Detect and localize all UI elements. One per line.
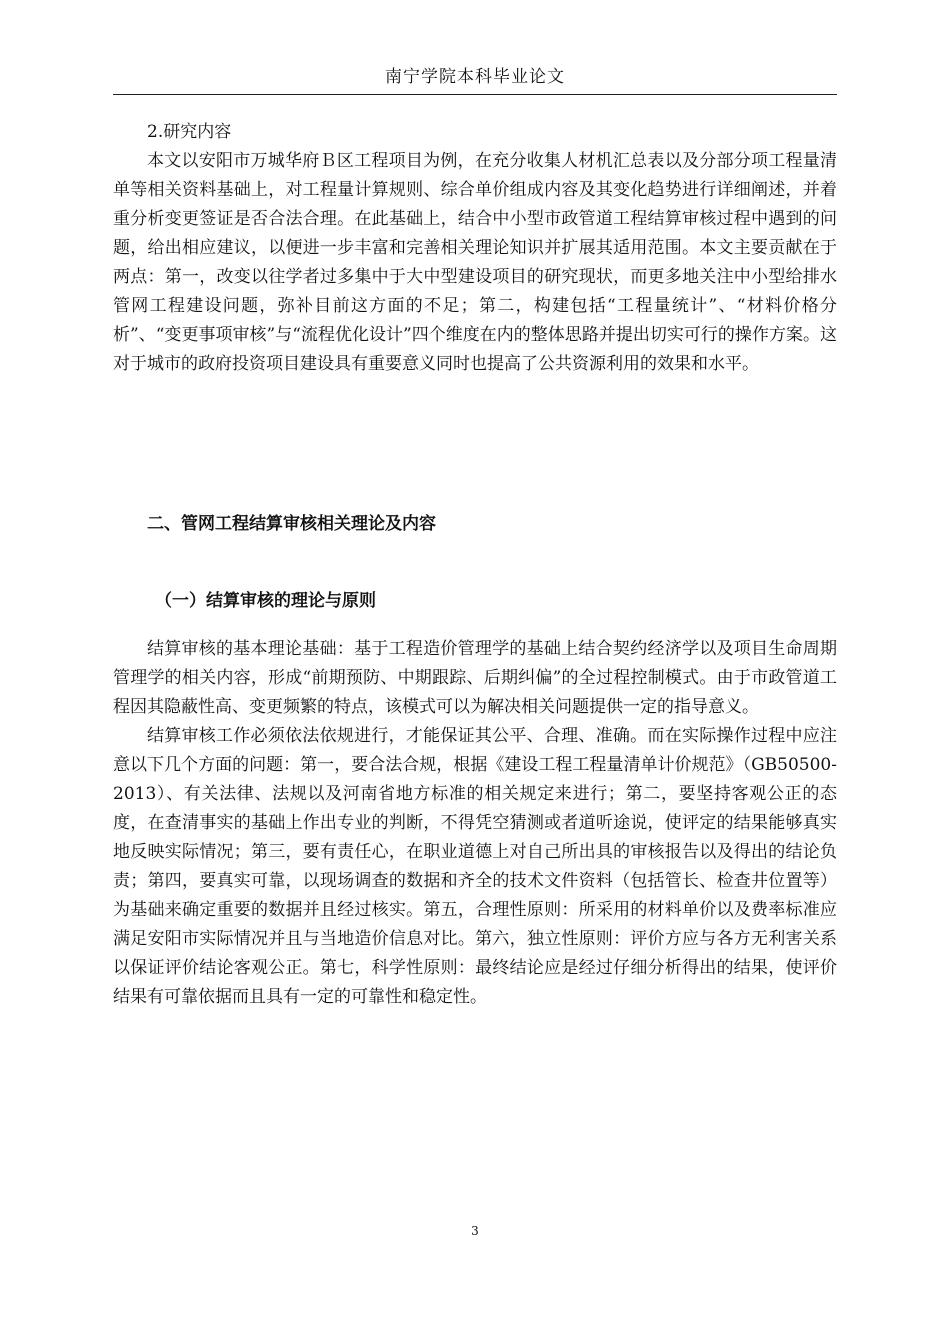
principles-paragraph: 结算审核工作必须依法依规进行，才能保证其公平、合理、准确。而在实际操作过程中应注意以下几个方面的问题：第一，要合法合规，根据《建设工程工程量清单计价规范》（GB50500-2013）、有关法律、法规以及河南省地方标准的相关规定来进行；第二，要坚持客观公正的态度，在查清事实的基础上作出专业的判断，不得凭空猜测或者道听途说，使评定的结果能够真实地反映实际情况；第三，要有责任心，在职业道德上对自己所出具的审核报告以及得出的结论负责；第四，要真实可靠，以现场调查的数据和齐全的技术文件资料（包括管长、检查井位置等）为基础来确定重要的数据并且经过核实。第五，合理性原则：所采用的材料单价以及费率标准应满足安阳市实际情况并且与当地造价信息对比。第六，独立性原则：评价方应与各方无利害关系以保证评价结论客观公正。第七，科学性原则：最终结论应是经过仔细分析得出的结果，使评价结果有可靠依据而且具有一定的可靠性和稳定性。	[113, 726, 837, 1007]
page-header-title: 南宁学院本科毕业论文	[385, 67, 565, 87]
theory-paragraph: 结算审核的基本理论基础：基于工程造价管理学的基础上结合契约经济学以及项目生命周期管理学的相关内容，形成“前期预防、中期跟踪、后期纠偏”的全过程控制模式。由于市政管道工程因其隐蔽性高、变更频繁的特点，该模式可以为解决相关问题提供一定的指导意义。	[113, 639, 837, 717]
section-heading: （一）结算审核的理论与原则	[155, 591, 376, 611]
header-divider	[113, 94, 837, 95]
research-content-paragraph: 本文以安阳市万城华府Ｂ区工程项目为例，在充分收集人材机汇总表以及分部分项工程量清单等相关资料基础上，对工程量计算规则、综合单价组成内容及其变化趋势进行详细阐述，并着重分析变更签证是否合法合理。在此基础上，结合中小型市政管道工程结算审核过程中遇到的问题，给出相应建议，以便进一步丰富和完善相关理论知识并扩展其适用范围。本文主要贡献在于两点：第一，改变以往学者过多集中于大中型建设项目的研究现状，而更多地关注中小型给排水管网工程建设问题，弥补目前这方面的不足；第二，构建包括“工程量统计”、“材料价格分析”、“变更事项审核”与“流程优化设计”四个维度在内的整体思路并提出切实可行的操作方案。这对于城市的政府投资项目建设具有重要意义同时也提高了公共资源利用的效果和水平。	[113, 151, 837, 374]
theory-section-body	[113, 635, 837, 1012]
page-number: 3	[471, 1224, 479, 1238]
research-content-body	[113, 147, 837, 379]
chapter-heading: 二、管网工程结算审核相关理论及内容	[147, 514, 436, 534]
research-content-heading: 2.研究内容	[147, 122, 232, 142]
